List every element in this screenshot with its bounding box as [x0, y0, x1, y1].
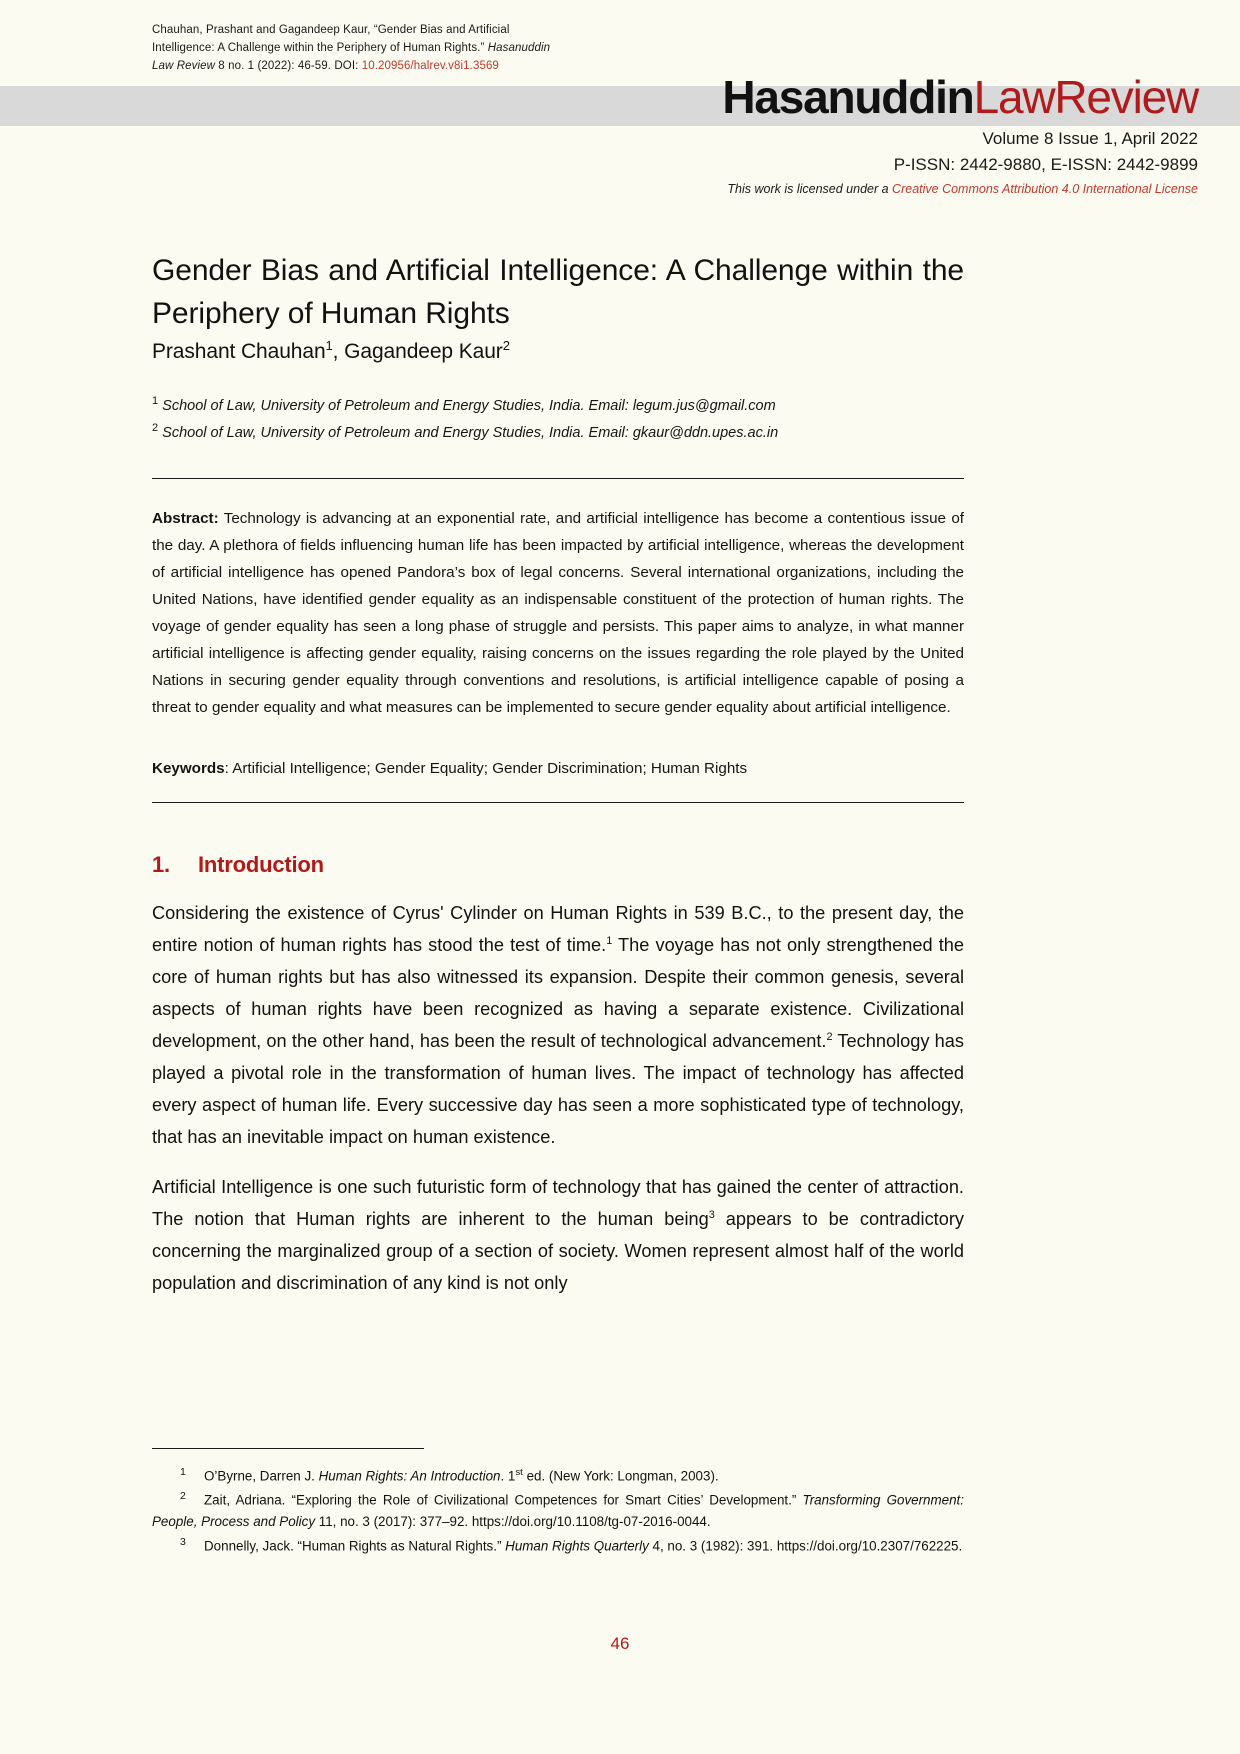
journal-logotype — [722, 71, 1198, 123]
footnote-title-italic: Human Rights Quarterly — [505, 1538, 649, 1554]
keywords-label: Keywords — [152, 760, 225, 777]
author-2-name: , Gagandeep Kaur — [332, 340, 503, 363]
license-link[interactable]: Creative Commons Attribution 4.0 International License — [892, 182, 1198, 196]
paragraph-1 — [152, 897, 964, 1153]
author-affiliations — [152, 392, 964, 446]
citation-line-2-text: Intelligence: A Challenge within the Periphery of Human Rights.” — [152, 41, 488, 54]
citation-journal-name-cont: Law Review — [152, 59, 215, 72]
footnotes-list — [152, 1464, 964, 1558]
article-authors — [152, 338, 964, 364]
citation-line-1: Chauhan, Prashant and Gagandeep Kaur, “Gender Bias and Artificial — [152, 24, 510, 36]
affiliation-2 — [152, 419, 964, 446]
citation-line-2 — [152, 40, 712, 58]
abstract-text: Technology is advancing at an exponential rate, and artificial intelligence has become a contentious issue of the day. A plethora of fields influencing human life has been impacted by artificial intelligence, whereas the development of artificial intelligence has opened Pandora’s box of legal concerns. Several international organizations, including the United Nations, have identified gender equality as an indispensable constituent of the protection of human rights. The voyage of gender equality has seen a long phase of struggle and persists. This paper aims to analyze, in what manner artificial intelligence is affecting gender equality, raising concerns on the issues regarding the role played by the United Nations in securing gender equality through conventions and resolutions, is artificial intelligence capable of posing a threat to gender equality and what measures can be implemented to secure gender equality about artificial intelligence. — [152, 510, 964, 717]
footnote-number: 1 — [180, 1466, 186, 1478]
footnote-number: 2 — [180, 1490, 186, 1503]
section-title: Introduction — [198, 852, 324, 877]
footnote-ordinal-sup: st — [515, 1467, 523, 1478]
affiliation-2-text: School of Law, University of Petroleum and Energy Studies, India. Email: gkaur@ddn.upes.ac.in — [158, 424, 779, 441]
footnote-text-post: . 1 — [500, 1468, 516, 1484]
footnote-number: 3 — [180, 1536, 186, 1549]
logotype-lawreview: LawReview — [973, 71, 1198, 123]
footnote-item — [152, 1534, 964, 1557]
page-number: 46 — [610, 1634, 630, 1653]
footnote-text-post: 11, no. 3 (2017): 377–92. https://doi.org/10.1108/tg-07-2016-0044. — [315, 1514, 711, 1530]
logotype-hasanuddin: Hasanuddin — [722, 71, 974, 123]
paragraph-2-part-2: appears to be contradictory concerning the marginalized group of a section of society. Women represent almost half of the world population and discrimination of any kind is not only — [152, 1209, 964, 1294]
doi-link[interactable]: 10.20956/halrev.v8i1.3569 — [361, 59, 499, 72]
footnote-text-post: 4, no. 3 (1982): 391. https://doi.org/10.2307/762225. — [648, 1538, 963, 1554]
paragraph-2-part-1: Artificial Intelligence is one such futuristic form of technology that has gained the center of attraction. The notion that Human rights are inherent to the human being — [152, 1177, 964, 1230]
abstract-bottom-rule — [152, 802, 964, 803]
running-citation-header — [152, 22, 712, 75]
footnote-text-pre: Zait, Adriana. “Exploring the Role of Civilizational Competences for Smart Cities’ Development.” — [204, 1492, 803, 1508]
paragraph-1-part-2: The voyage has not only strengthened the core of human rights but has also witnessed its expansion. Despite their common genesis, several aspects of human rights have been recognized as having a separate existence. Civilizational development, on the other hand, has been the result of technological advancement. — [152, 935, 964, 1052]
abstract-block — [152, 505, 964, 721]
issue-issn: P-ISSN: 2442-9880, E-ISSN: 2442-9899 — [893, 154, 1198, 174]
article-title: Gender Bias and Artificial Intelligence: A Challenge within the Periphery of Human Rights — [152, 254, 964, 330]
keywords-block — [152, 755, 964, 782]
footnote-text-pre: Donnelly, Jack. “Human Rights as Natural Rights.” — [204, 1538, 506, 1554]
author-1-affiliation-mark: 1 — [325, 338, 333, 353]
citation-journal-name: Hasanuddin — [487, 41, 551, 54]
footnote-text-post2: ed. (New York: Longman, 2003). — [522, 1468, 719, 1484]
footnote-item — [152, 1488, 964, 1533]
author-1-name: Prashant Chauhan — [152, 340, 326, 363]
affiliation-1 — [152, 392, 964, 419]
citation-issue-info: 8 no. 1 (2022): 46-59. DOI: — [215, 59, 362, 72]
keywords-text: : Artificial Intelligence; Gender Equality; Gender Discrimination; Human Rights — [224, 760, 748, 777]
footnote-item — [152, 1464, 964, 1487]
footnote-ref-3[interactable]: 3 — [708, 1209, 715, 1222]
affiliation-1-mark: 1 — [152, 395, 159, 407]
abstract-top-rule — [152, 478, 964, 479]
footnote-ref-1[interactable]: 1 — [606, 934, 613, 947]
issue-volume: Volume 8 Issue 1, April 2022 — [982, 129, 1198, 148]
license-statement — [438, 179, 1198, 200]
footnote-text-pre: O’Byrne, Darren J. — [204, 1468, 319, 1484]
paragraph-1-part-3: Technology has played a pivotal role in the transformation of human lives. The impact of technology has affected every aspect of human life. Every successive day has seen a more sophisticated type of technology, that has an inevitable impact on human existence. — [152, 1031, 964, 1148]
footnote-title-italic: Human Rights: An Introduction — [318, 1468, 501, 1484]
paragraph-2 — [152, 1171, 964, 1299]
section-number: 1. — [152, 852, 170, 877]
affiliation-1-text: School of Law, University of Petroleum and Energy Studies, India. Email: legum.jus@gmail.com — [158, 397, 776, 414]
author-2-affiliation-mark: 2 — [502, 338, 510, 353]
abstract-label: Abstract: — [152, 510, 219, 527]
citation-line-3 — [152, 58, 712, 76]
footnote-separator-rule — [152, 1448, 424, 1449]
section-heading-introduction — [152, 852, 964, 878]
paragraph-1-part-1: Considering the existence of Cyrus' Cylinder on Human Rights in 539 B.C., to the present day, the entire notion of human rights has stood the test of time. — [152, 903, 964, 956]
article-body — [152, 897, 964, 1317]
affiliation-2-mark: 2 — [152, 421, 159, 434]
license-prefix: This work is licensed under a — [727, 182, 893, 196]
issue-metadata — [438, 126, 1198, 200]
footnote-title-italic: Transforming Government: People, Process and Policy — [152, 1492, 964, 1530]
footnote-ref-2[interactable]: 2 — [826, 1031, 833, 1044]
